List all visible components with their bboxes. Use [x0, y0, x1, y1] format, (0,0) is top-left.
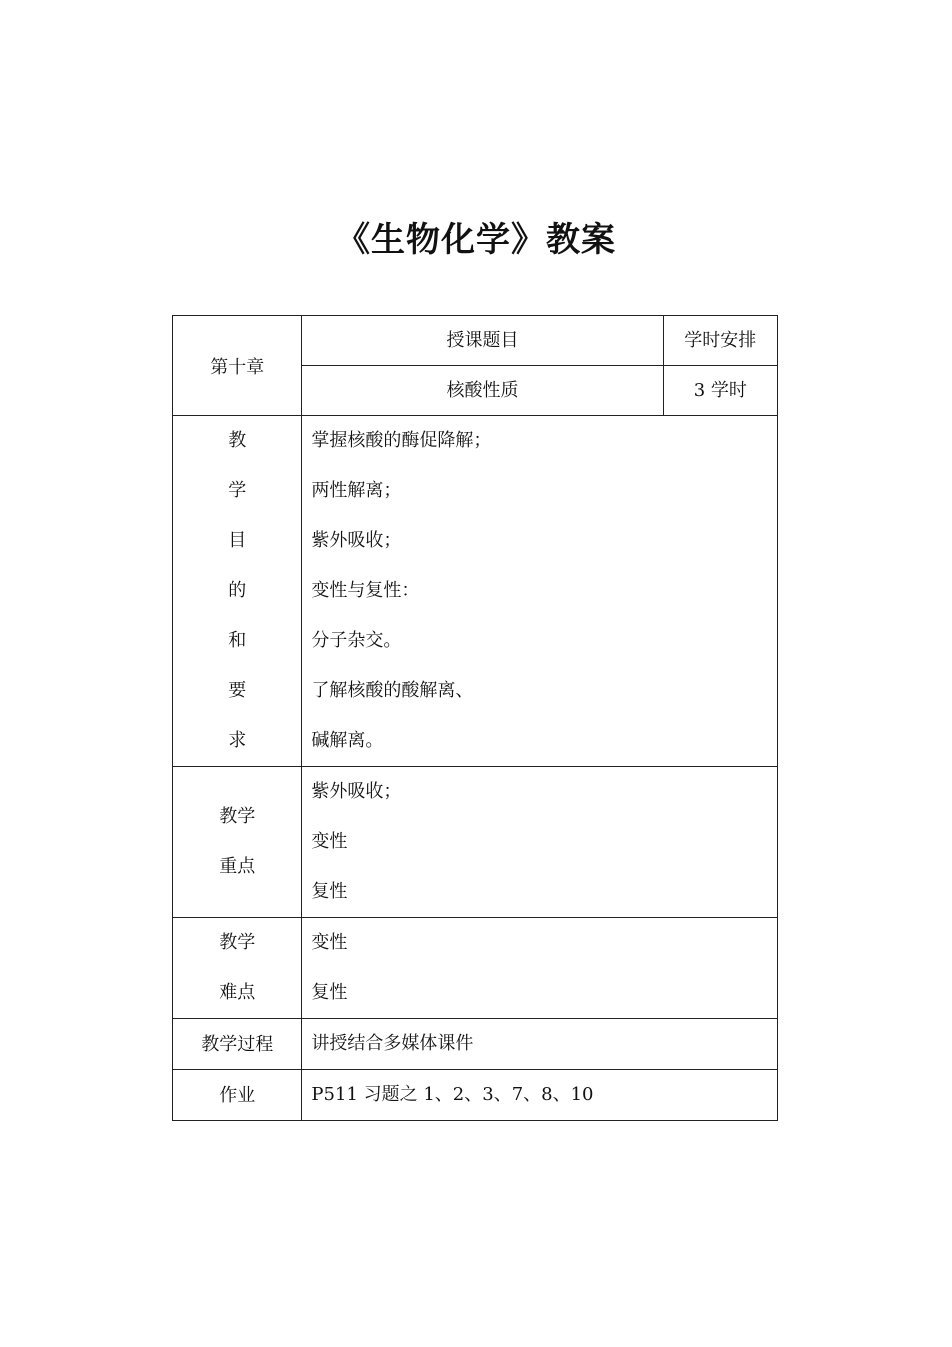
topic-label: 授课题目: [446, 330, 519, 351]
objectives-label-char: 目: [228, 530, 247, 551]
chapter-cell: [173, 316, 302, 416]
hours-label: 学时安排: [684, 330, 757, 351]
objectives-label-char: 教: [228, 430, 247, 451]
key-points-row: [173, 767, 778, 918]
objective-item: 变性与复性：: [311, 580, 420, 601]
key-point-item: 复性: [311, 881, 348, 902]
header-row-1: [173, 316, 778, 366]
process-value: 讲授结合多媒体课件: [311, 1033, 474, 1054]
objectives-label-cell: [173, 416, 302, 767]
difficulties-content-cell: [302, 918, 778, 1019]
difficulties-label-line: 难点: [219, 982, 256, 1003]
key-point-item: 紫外吸收；: [311, 781, 402, 802]
key-points-content-cell: [302, 767, 778, 918]
key-points-label-cell: [173, 767, 302, 918]
process-label-cell: [173, 1019, 302, 1070]
topic-value: 核酸性质: [446, 380, 519, 401]
objectives-label-char: 求: [228, 730, 247, 751]
homework-label: 作业: [219, 1084, 256, 1106]
objective-item: 紫外吸收；: [311, 530, 402, 551]
process-content-cell: [302, 1019, 778, 1070]
difficulties-label-line: 教学: [219, 932, 256, 953]
objectives-label-char: 的: [228, 580, 247, 601]
topic-value-cell: [302, 366, 663, 416]
objectives-label-char: 学: [228, 480, 247, 501]
objectives-row: [173, 416, 778, 767]
objective-item: 了解核酸的酸解离、: [311, 680, 474, 701]
lesson-plan-table: [172, 315, 778, 1121]
chapter-label: 第十章: [210, 356, 265, 378]
key-points-label-line: 教学: [219, 806, 256, 827]
objective-item: 掌握核酸的酶促降解；: [311, 430, 492, 451]
objective-item: 分子杂交。: [311, 630, 402, 651]
process-row: [173, 1019, 778, 1070]
key-point-item: 变性: [311, 831, 348, 852]
homework-value: P511 习题之 1、2、3、7、8、10: [311, 1084, 594, 1105]
hours-value: 3 学时: [693, 380, 747, 401]
process-label: 教学过程: [201, 1033, 274, 1055]
difficulties-label-cell: [173, 918, 302, 1019]
homework-content-cell: [302, 1070, 778, 1121]
homework-label-cell: [173, 1070, 302, 1121]
document-title: 《生物化学》教案: [336, 220, 616, 260]
objective-item: 两性解离；: [311, 480, 402, 501]
objectives-content-cell: [302, 416, 778, 767]
hours-label-cell: [663, 316, 777, 366]
key-points-label-line: 重点: [219, 856, 256, 877]
topic-label-cell: [302, 316, 663, 366]
hours-value-cell: [663, 366, 777, 416]
difficulty-item: 复性: [311, 982, 348, 1003]
homework-row: [173, 1070, 778, 1121]
objectives-label-char: 要: [228, 680, 247, 701]
objectives-label-char: 和: [228, 630, 247, 651]
difficulty-item: 变性: [311, 932, 348, 953]
difficulties-row: [173, 918, 778, 1019]
objective-item: 碱解离。: [311, 730, 384, 751]
